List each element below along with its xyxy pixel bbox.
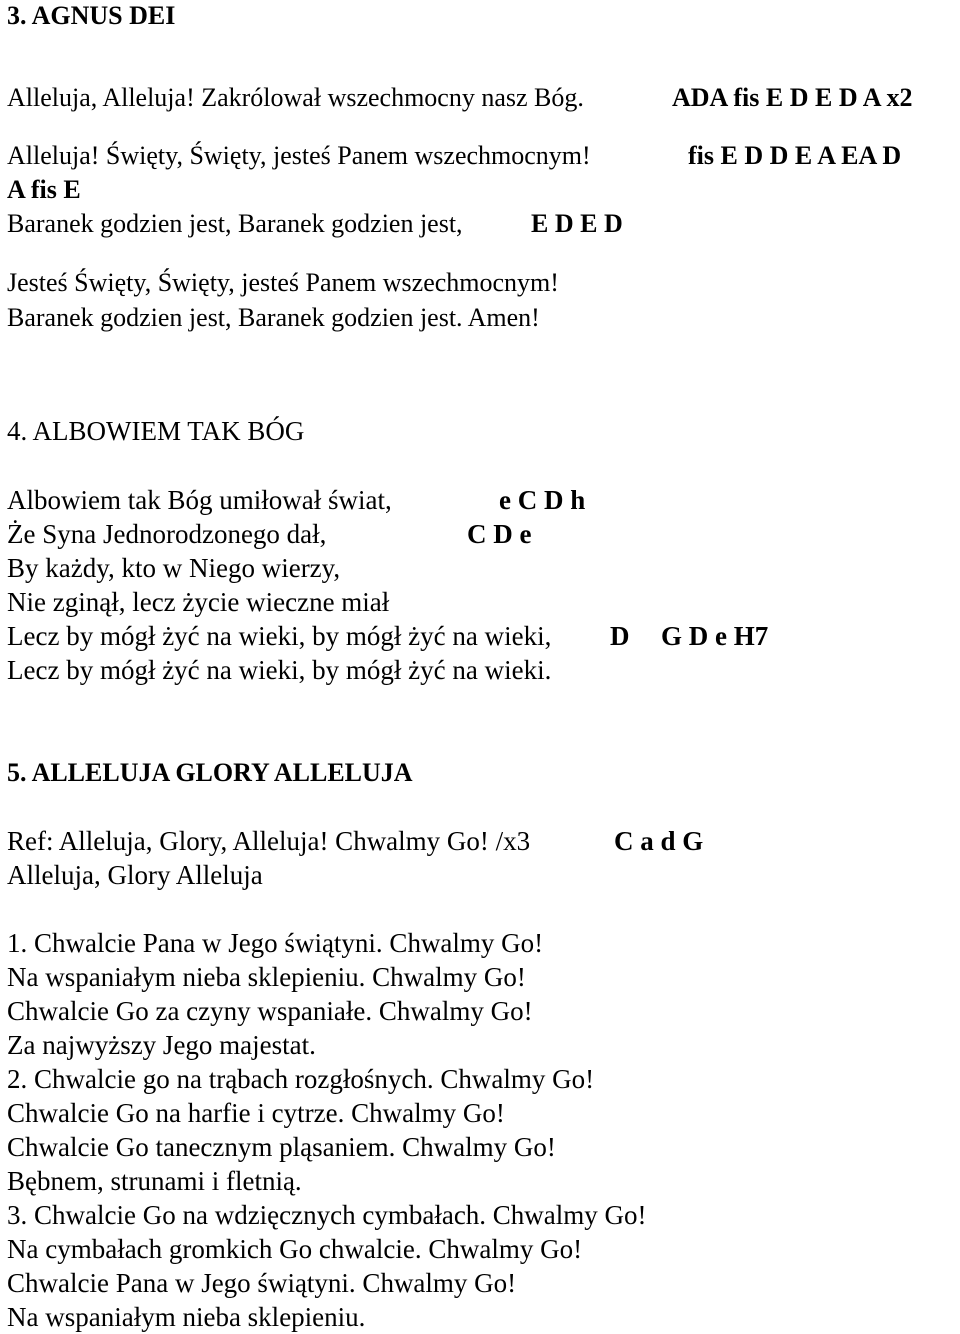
lyric-line: Lecz by mógł żyć na wieki, by mógł żyć na wieki. (7, 655, 552, 685)
refrain-line: Alleluja, Glory Alleluja (7, 860, 263, 890)
chord-line: A fis E (7, 175, 81, 204)
chord-line: D (610, 621, 630, 651)
refrain-line: Ref: Alleluja, Glory, Alleluja! Chwalmy Go! /x3 (7, 826, 531, 856)
lyric-line: Alleluja! Święty, Święty, jesteś Panem wszechmocnym! (7, 141, 591, 170)
lyric-line: Lecz by mógł żyć na wieki, by mógł żyć na wieki, (7, 621, 552, 651)
song-title: 5. ALLELUJA GLORY ALLELUJA (7, 758, 413, 787)
chord-line: fis E D D E A EA D (688, 141, 902, 170)
song-title: 4. ALBOWIEM TAK BÓG (7, 416, 305, 446)
lyric-line: Nie zginął, lecz życie wieczne miał (7, 587, 390, 617)
chord-line: G D e H7 (661, 621, 769, 651)
lyric-line: Albowiem tak Bóg umiłował świat, (7, 485, 392, 515)
chord-line: C D e (467, 519, 532, 549)
lyric-line: Jesteś Święty, Święty, jesteś Panem wszechmocnym! (7, 268, 559, 297)
chord-line: C a d G (614, 826, 704, 856)
lyric-line: By każdy, kto w Niego wierzy, (7, 553, 341, 583)
lyric-line: Alleluja, Alleluja! Zakrólował wszechmocny nasz Bóg. (7, 83, 584, 112)
chord-line: e C D h (499, 485, 586, 515)
verse-line: 3. Chwalcie Go na wdzięcznych cymbałach. Chwalmy Go! (7, 1200, 647, 1230)
verse-line: Chwalcie Go na harfie i cytrze. Chwalmy Go! (7, 1098, 505, 1128)
chord-line: E D E D (531, 209, 623, 238)
verse-line: 1. Chwalcie Pana w Jego świątyni. Chwalmy Go! (7, 928, 544, 958)
verse-line: Na cymbałach gromkich Go chwalcie. Chwalmy Go! (7, 1234, 583, 1264)
lyric-line: Baranek godzien jest, Baranek godzien jest, (7, 209, 463, 238)
verse-line: Na wspaniałym nieba sklepieniu. (7, 1302, 366, 1332)
lyric-line: Baranek godzien jest, Baranek godzien jest. Amen! (7, 303, 540, 332)
verse-line: Chwalcie Pana w Jego świątyni. Chwalmy Go! (7, 1268, 517, 1298)
verse-line: Za najwyższy Jego majestat. (7, 1030, 316, 1060)
verse-line: Na wspaniałym nieba sklepieniu. Chwalmy Go! (7, 962, 526, 992)
song-title: 3. AGNUS DEI (7, 1, 176, 30)
lyric-line: Że Syna Jednorodzonego dał, (7, 519, 327, 549)
verse-line: Bębnem, strunami i fletnią. (7, 1166, 302, 1196)
chord-line: ADA fis E D E D A x2 (672, 83, 913, 112)
verse-line: Chwalcie Go tanecznym pląsaniem. Chwalmy Go! (7, 1132, 556, 1162)
verse-line: Chwalcie Go za czyny wspaniałe. Chwalmy Go! (7, 996, 533, 1026)
verse-line: 2. Chwalcie go na trąbach rozgłośnych. Chwalmy Go! (7, 1064, 595, 1094)
